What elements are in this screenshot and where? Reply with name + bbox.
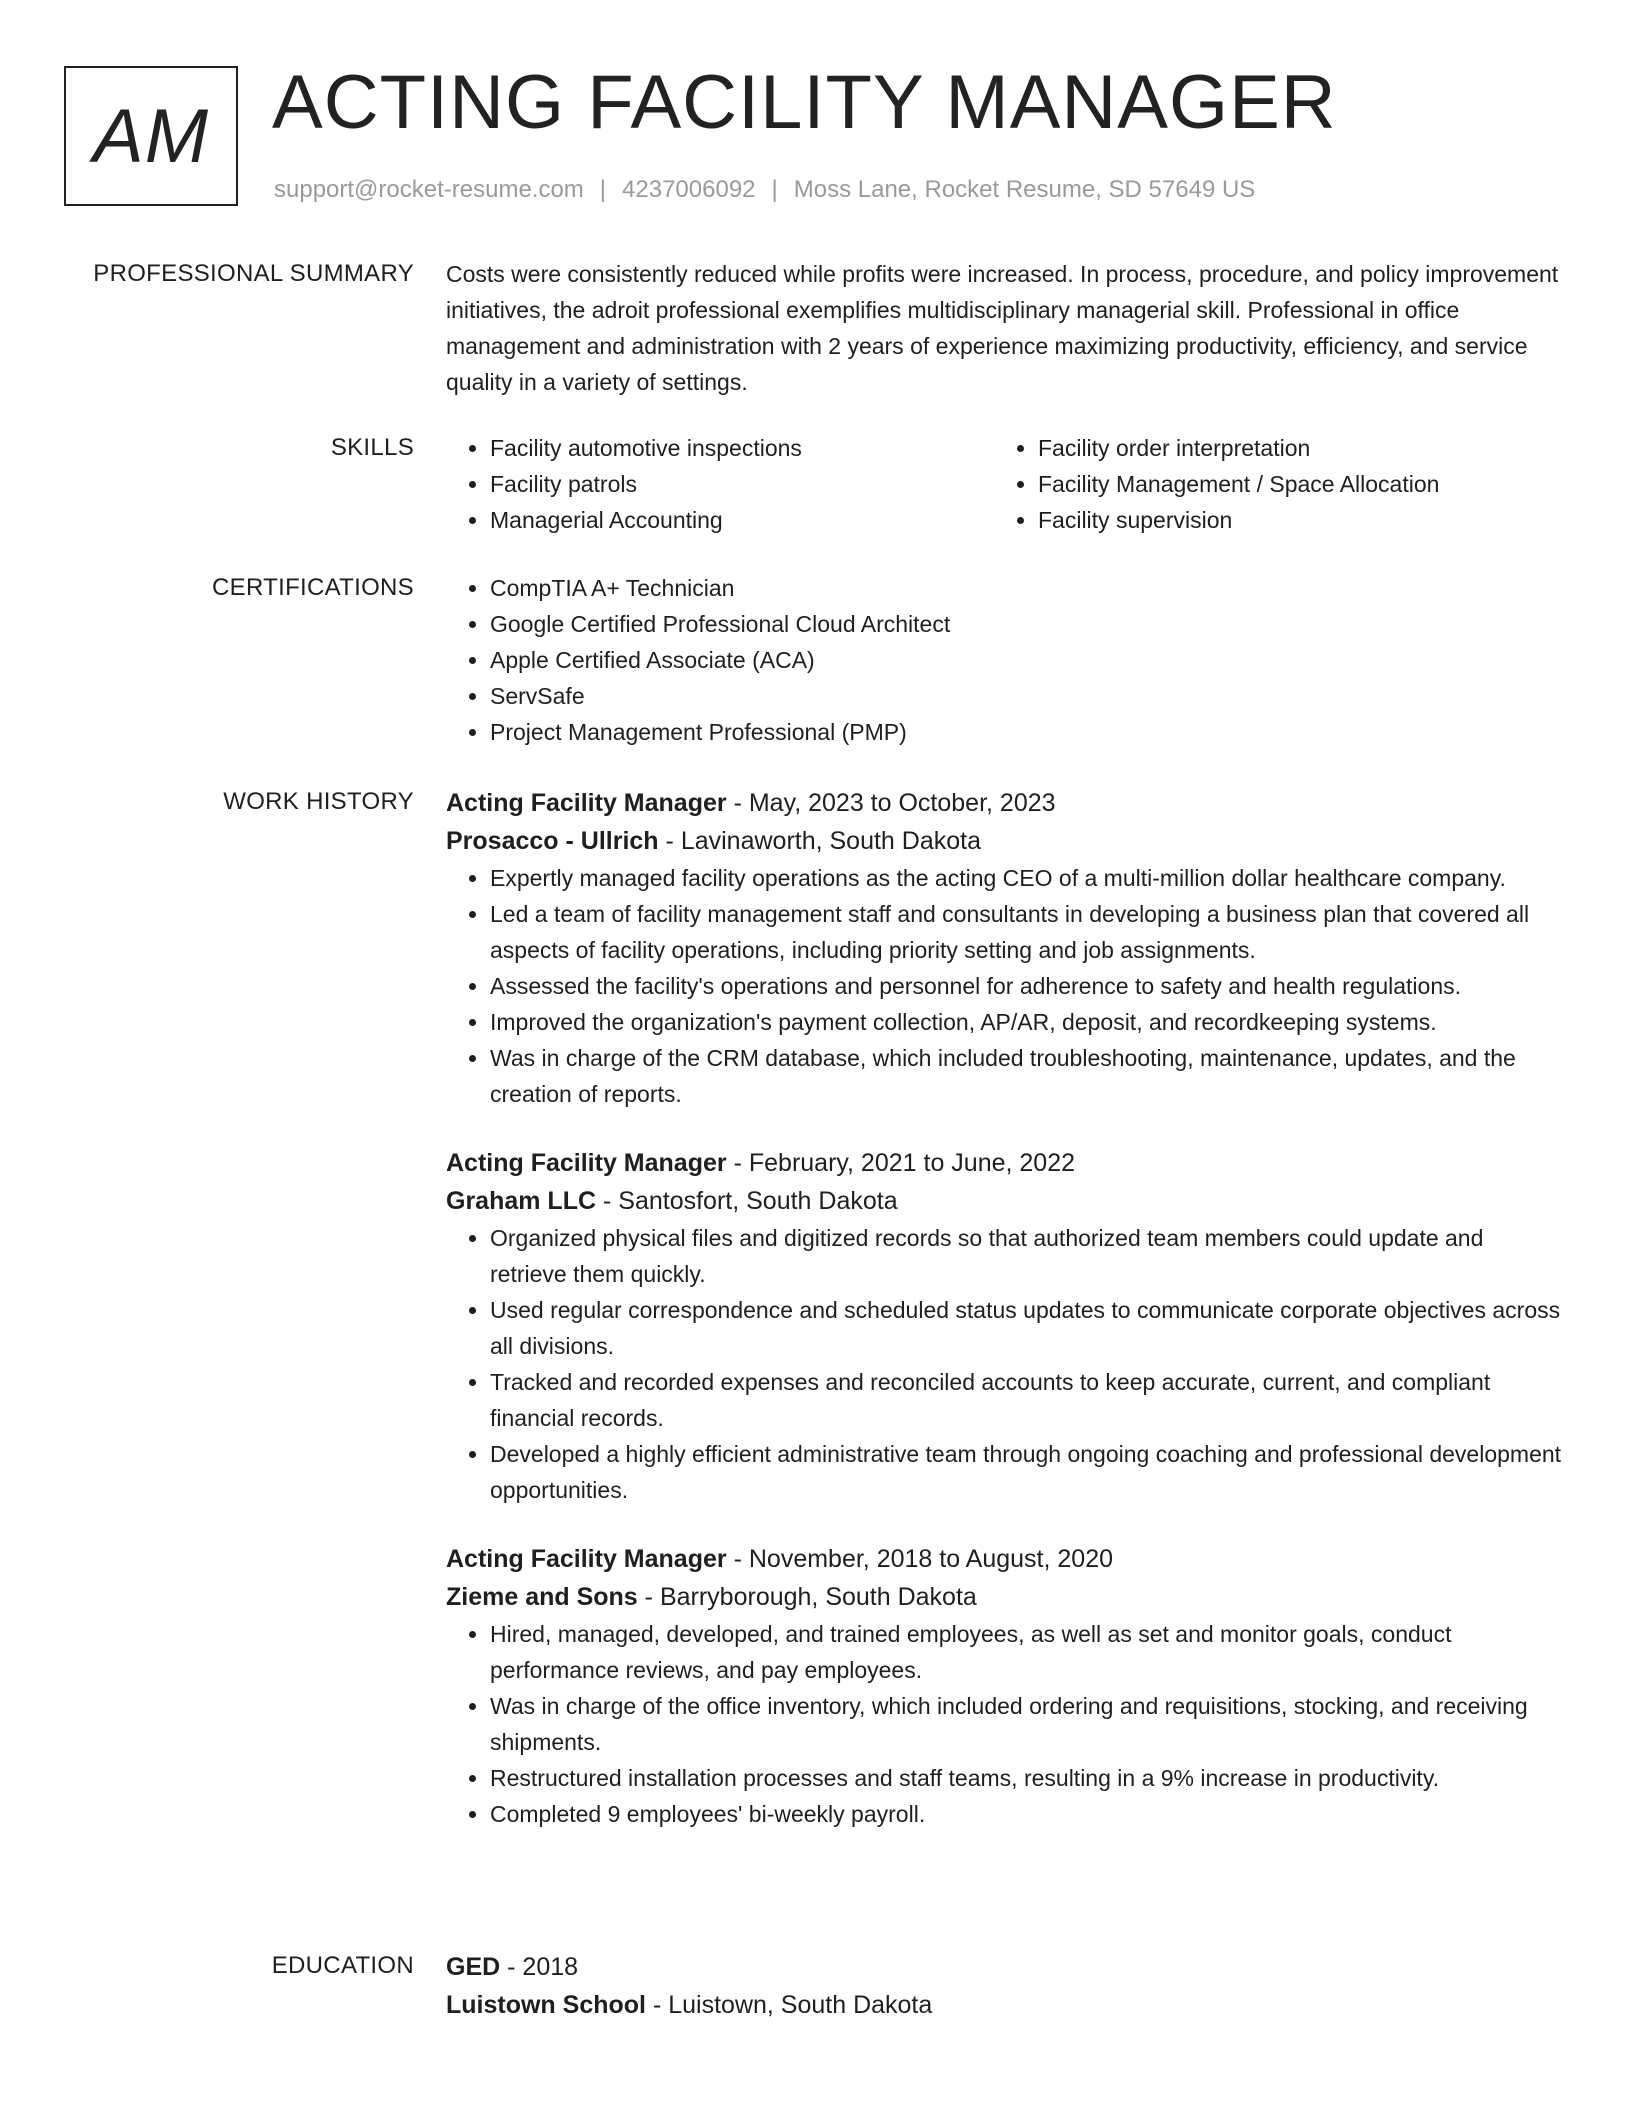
job-dates: November, 2018 to August, 2020 xyxy=(748,1545,1114,1573)
skills-label: SKILLS xyxy=(330,434,414,461)
job-company-line xyxy=(446,822,1566,860)
job-company: Graham LLC xyxy=(446,1187,597,1215)
contact-phone: 4237006092 xyxy=(622,176,756,203)
job-bullet: • Restructured installation processes and staff teams, resulting in a 9% increase in productivity. xyxy=(490,1760,1566,1796)
job-title-line xyxy=(446,1540,1566,1578)
job-bullet: • Was in charge of the office inventory, which included ordering and requisitions, stocking, and receiving shipments. xyxy=(490,1688,1566,1760)
contact-separator: | xyxy=(599,176,607,203)
certification-item: • ServSafe xyxy=(490,678,1566,714)
job-title: Acting Facility Manager xyxy=(446,789,727,817)
job-bullets xyxy=(446,1616,1566,1832)
job-bullet: • Hired, managed, developed, and trained employees, as well as set and monitor goals, conduct performance reviews, and pay employees. xyxy=(490,1616,1566,1688)
monogram-initials: AM xyxy=(93,93,209,179)
job-title: Acting Facility Manager xyxy=(446,1545,727,1573)
job-bullet: • Developed a highly efficient administrative team through ongoing coaching and professional development opportunities. xyxy=(490,1436,1566,1508)
job-bullet: • Assessed the facility's operations and personnel for adherence to safety and health regulations. xyxy=(490,968,1566,1004)
job-company-line xyxy=(446,1182,1566,1220)
job-entry xyxy=(446,784,1566,1112)
certification-item: • Google Certified Professional Cloud Architect xyxy=(490,606,1566,642)
education-location: Luistown, South Dakota xyxy=(668,1991,933,2019)
job-bullet: • Led a team of facility management staff and consultants in developing a business plan that covered all aspects of facility operations, including priority setting and job assignments. xyxy=(490,896,1566,968)
skill-item: • Facility supervision xyxy=(1038,502,1542,538)
certification-item: • Project Management Professional (PMP) xyxy=(490,714,1566,750)
certifications-label: CERTIFICATIONS xyxy=(212,574,414,601)
contact-line xyxy=(274,173,1255,207)
dash: - xyxy=(644,1583,653,1611)
job-company: Prosacco - Ullrich xyxy=(446,827,659,855)
contact-separator: | xyxy=(771,176,778,203)
dash: - xyxy=(733,1149,742,1177)
education-degree-line xyxy=(446,1948,1566,1986)
skills-list-right xyxy=(994,430,1542,538)
job-location: Barryborough, South Dakota xyxy=(659,1583,977,1611)
skill-item: • Facility Management / Space Allocation xyxy=(1038,466,1542,502)
dash: - xyxy=(733,1545,742,1573)
summary-text: Costs were consistently reduced while profits were increased. In process, procedure, and policy improvement initiatives, the adroit professional exemplifies multidisciplinary managerial skill. Professional in office management and administration with 2 years of experience maximizing productivity, efficiency, and service quality in a variety of settings. xyxy=(446,261,1559,395)
job-dates: May, 2023 to October, 2023 xyxy=(748,789,1056,817)
job-bullet: • Improved the organization's payment collection, AP/AR, deposit, and recordkeeping systems. xyxy=(490,1004,1566,1040)
summary-label: PROFESSIONAL SUMMARY xyxy=(93,260,414,287)
job-title-line xyxy=(446,784,1566,822)
dash: - xyxy=(602,1187,612,1215)
job-bullet: • Expertly managed facility operations as the acting CEO of a multi-million dollar healthcare company. xyxy=(490,860,1566,896)
job-bullet: • Used regular correspondence and scheduled status updates to communicate corporate objectives across all divisions. xyxy=(490,1292,1566,1364)
certifications-list xyxy=(446,570,1566,750)
job-title: Acting Facility Manager xyxy=(446,1149,727,1177)
job-bullet: • Tracked and recorded expenses and reconciled accounts to keep accurate, current, and compliant financial records. xyxy=(490,1364,1566,1436)
dash: - xyxy=(652,1991,662,2019)
resume-title: ACTING FACILITY MANAGER xyxy=(272,60,1337,145)
dash: - xyxy=(507,1953,516,1981)
contact-email: support@rocket-resume.com xyxy=(274,176,584,203)
job-entry xyxy=(446,1540,1566,1832)
certification-item: • CompTIA A+ Technician xyxy=(490,570,1566,606)
job-dates: February, 2021 to June, 2022 xyxy=(748,1149,1076,1177)
job-bullet: • Completed 9 employees' bi-weekly payroll. xyxy=(490,1796,1566,1832)
work-history-body xyxy=(446,784,1566,1864)
job-bullet: • Organized physical files and digitized records so that authorized team members could update and retrieve them quickly. xyxy=(490,1220,1566,1292)
job-entry xyxy=(446,1144,1566,1508)
work-history-label: WORK HISTORY xyxy=(223,788,414,815)
summary-body xyxy=(446,256,1566,400)
dash: - xyxy=(665,827,674,855)
skill-item: • Facility patrols xyxy=(490,466,994,502)
job-title-line xyxy=(446,1144,1566,1182)
skills-body xyxy=(446,430,1566,538)
education-year: 2018 xyxy=(522,1953,579,1981)
skill-item: • Facility order interpretation xyxy=(1038,430,1542,466)
certification-item: • Apple Certified Associate (ACA) xyxy=(490,642,1566,678)
certifications-body xyxy=(446,570,1566,750)
job-bullet: • Was in charge of the CRM database, which included troubleshooting, maintenance, updates, and the creation of reports. xyxy=(490,1040,1566,1112)
education-body xyxy=(446,1948,1566,2024)
job-location: Lavinaworth, South Dakota xyxy=(680,827,981,855)
education-school-line xyxy=(446,1986,1566,2024)
job-bullets xyxy=(446,860,1566,1112)
monogram-box xyxy=(64,66,238,206)
education-degree: GED xyxy=(446,1953,501,1981)
job-company: Zieme and Sons xyxy=(446,1583,638,1611)
dash: - xyxy=(733,789,742,817)
education-label: EDUCATION xyxy=(271,1952,414,1979)
job-location: Santosfort, South Dakota xyxy=(618,1187,898,1215)
contact-address: Moss Lane, Rocket Resume, SD 57649 US xyxy=(793,176,1256,203)
skills-list-left xyxy=(446,430,994,538)
skill-item: • Managerial Accounting xyxy=(490,502,994,538)
skill-item: • Facility automotive inspections xyxy=(490,430,994,466)
job-bullets xyxy=(446,1220,1566,1508)
job-company-line xyxy=(446,1578,1566,1616)
education-school: Luistown School xyxy=(446,1991,646,2019)
